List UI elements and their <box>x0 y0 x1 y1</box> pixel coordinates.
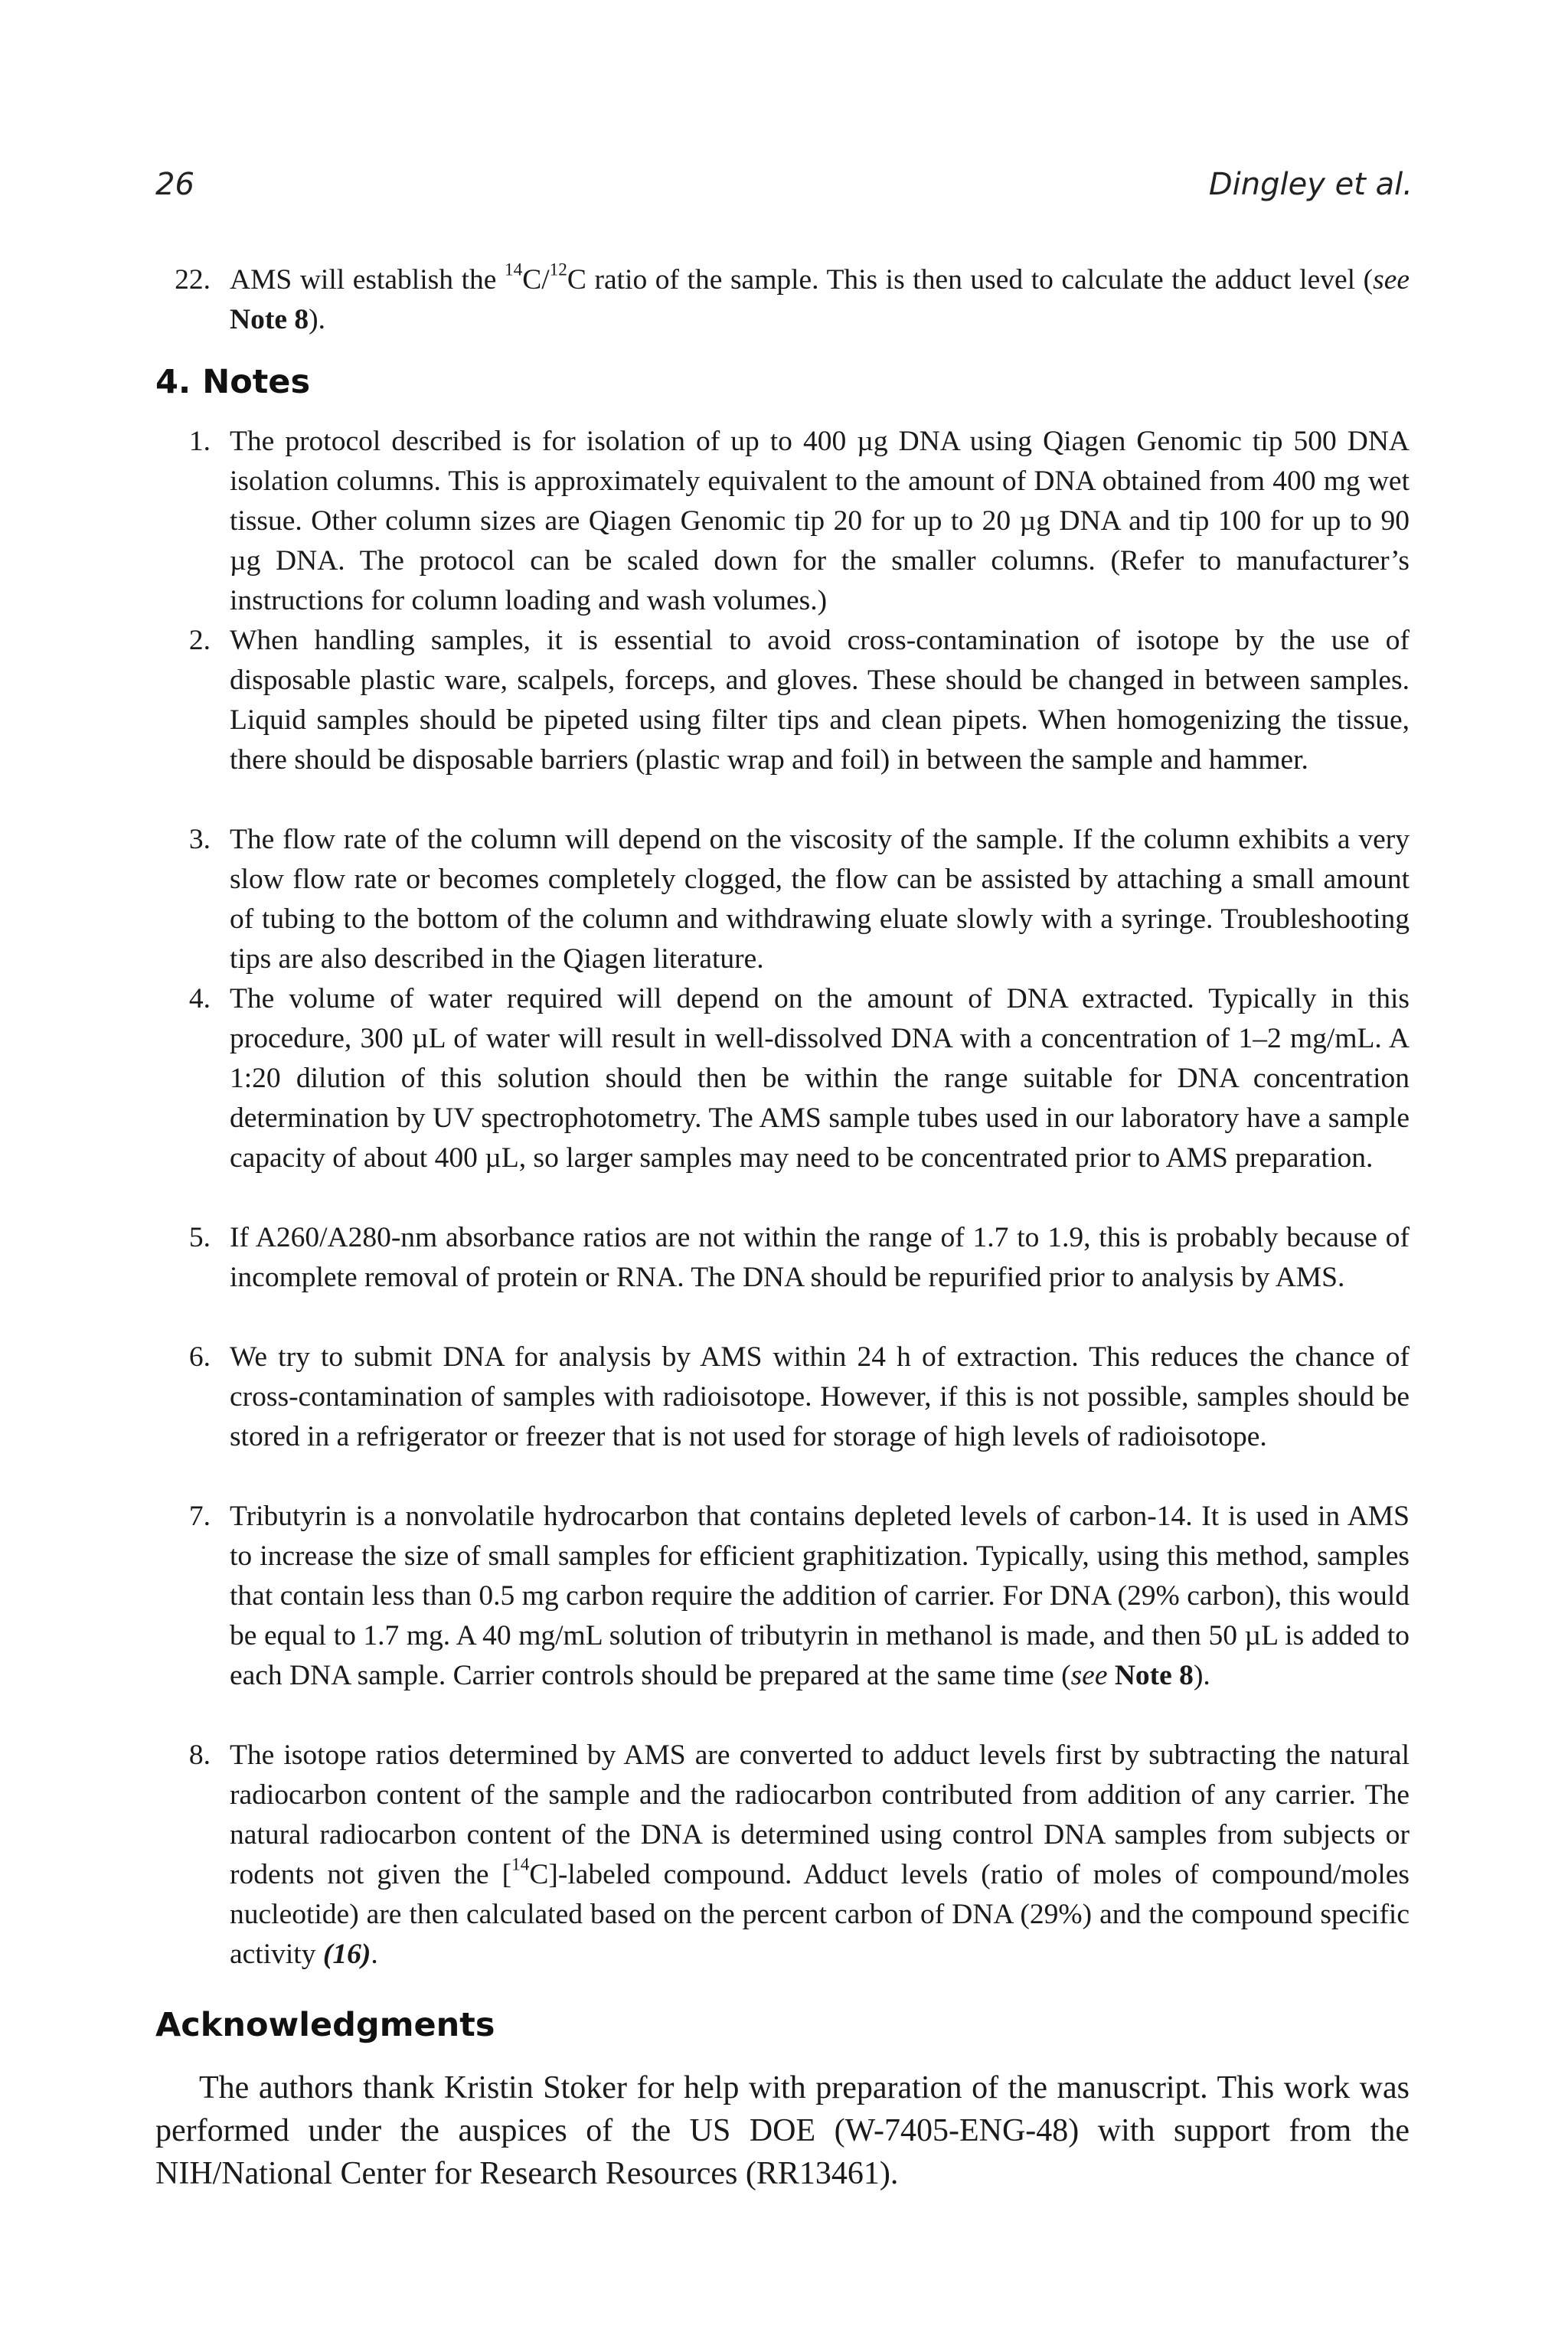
citation-16: (16) <box>322 1939 371 1970</box>
note-6-number: 6. <box>188 1341 211 1373</box>
note-3: The flow rate of the column will depend on the viscosity of the sample. If the column exhibits a very slow flow rate or becomes completely clogged, the flow can be assisted by attaching a small amount of tubing to the bottom of the column and withdrawing eluate slowly with a syringe. Troubleshooting tips are also described in the Qiagen literature. <box>230 824 1410 975</box>
running-author: Dingley et al. <box>1208 167 1413 202</box>
note-1-number: 1. <box>188 426 211 457</box>
page-number: 26 <box>155 167 194 202</box>
step-22: AMS will establish the $^{14}$C/$^{12}$C ratio of the sample. This is then used to calculate the adduct level (see Note 8). <box>230 260 1410 335</box>
note-2-number: 2. <box>188 625 211 656</box>
acknowledgments-text: The authors thank Kristin Stoker for help with preparation of the manuscript. This work was performed under the auspices of the US DOE (W-7405-ENG-48) with support from the NIH/National Center for Research Resources (RR13461). <box>155 2070 1410 2191</box>
note-1: The protocol described is for isolation of up to 400 µg DNA using Qiagen Genomic tip 500 DNA isolation columns. This is approximately equivalent to the amount of DNA obtained from 400 mg wet tissue. Other column sizes are Qiagen Genomic tip 20 for up to 20 µg DNA and tip 100 for up to 90 µg DNA. The protocol can be scaled down for the smaller columns. (Refer to manufacturer’s instructions for column loading and wash volumes.) <box>230 426 1410 616</box>
note-8-ref: Note 8 <box>230 304 309 335</box>
acknowledgments-heading: Acknowledgments <box>155 2006 495 2044</box>
note-6: We try to submit DNA for analysis by AMS within 24 h of extraction. This reduces the chance of cross-contamination of samples with radioisotope. However, if this is not possible, samples should be stored in a refrigerator or freezer that is not used for storage of high levels of radioisotope. <box>230 1341 1410 1452</box>
notes-heading: 4. Notes <box>155 363 311 401</box>
note-5: If A260/A280-nm absorbance ratios are not within the range of 1.7 to 1.9, this is probably because of incomplete removal of protein or RNA. The DNA should be repurified prior to analysis by AMS. <box>230 1222 1410 1293</box>
note-4: The volume of water required will depend on the amount of DNA extracted. Typically in this procedure, 300 µL of water will result in well-dissolved DNA with a concentration of 1–2 mg/mL. A 1:20 dilution of this solution should then be within the range suitable for DNA concentration determination by UV spectrophotometry. The AMS sample tubes used in our laboratory have a sample capacity of about 400 µL, so larger samples may need to be concentrated prior to AMS preparation. <box>230 983 1410 1174</box>
note-4-number: 4. <box>188 983 211 1014</box>
note-3-number: 3. <box>188 824 211 855</box>
note-2: When handling samples, it is essential to avoid cross-contamination of isotope by the use of disposable plastic ware, scalpels, forceps, and gloves. These should be changed in between samples. Liquid samples should be pipeted using filter tips and clean pipets. When homogenizing the tissue, there should be disposable barriers (plastic wrap and foil) in between the sample and hammer. <box>230 625 1410 776</box>
note-8-number: 8. <box>188 1740 211 1771</box>
note-7-number: 7. <box>188 1501 211 1532</box>
running-header <box>155 167 1413 213</box>
note-8-ref: Note 8 <box>1114 1660 1194 1691</box>
note-8: The isotope ratios determined by AMS are converted to adduct levels first by subtracting the natural radiocarbon content of the sample and the radiocarbon contributed from addition of any carrier. The natural radiocarbon content of the DNA is determined using control DNA samples from subjects or rodents not given the [$^{14}$C]-labeled compound. Adduct levels (ratio of moles of compound/moles nucleotide) are then calculated based on the percent carbon of DNA (29%) and the compound specific activity (16). <box>230 1740 1410 1970</box>
step-22-number: 22. <box>175 264 211 296</box>
note-7: Tributyrin is a nonvolatile hydrocarbon that contains depleted levels of carbon-14. It is used in AMS to increase the size of small samples for efficient graphitization. Typically, using this method, samples that contain less than 0.5 mg carbon require the addition of carrier. For DNA (29% carbon), this would be equal to 1.7 mg. A 40 mg/mL solution of tributyrin in methanol is made, and then 50 µL is added to each DNA sample. Carrier controls should be prepared at the same time (see Note 8). <box>230 1501 1410 1691</box>
note-5-number: 5. <box>188 1222 211 1253</box>
